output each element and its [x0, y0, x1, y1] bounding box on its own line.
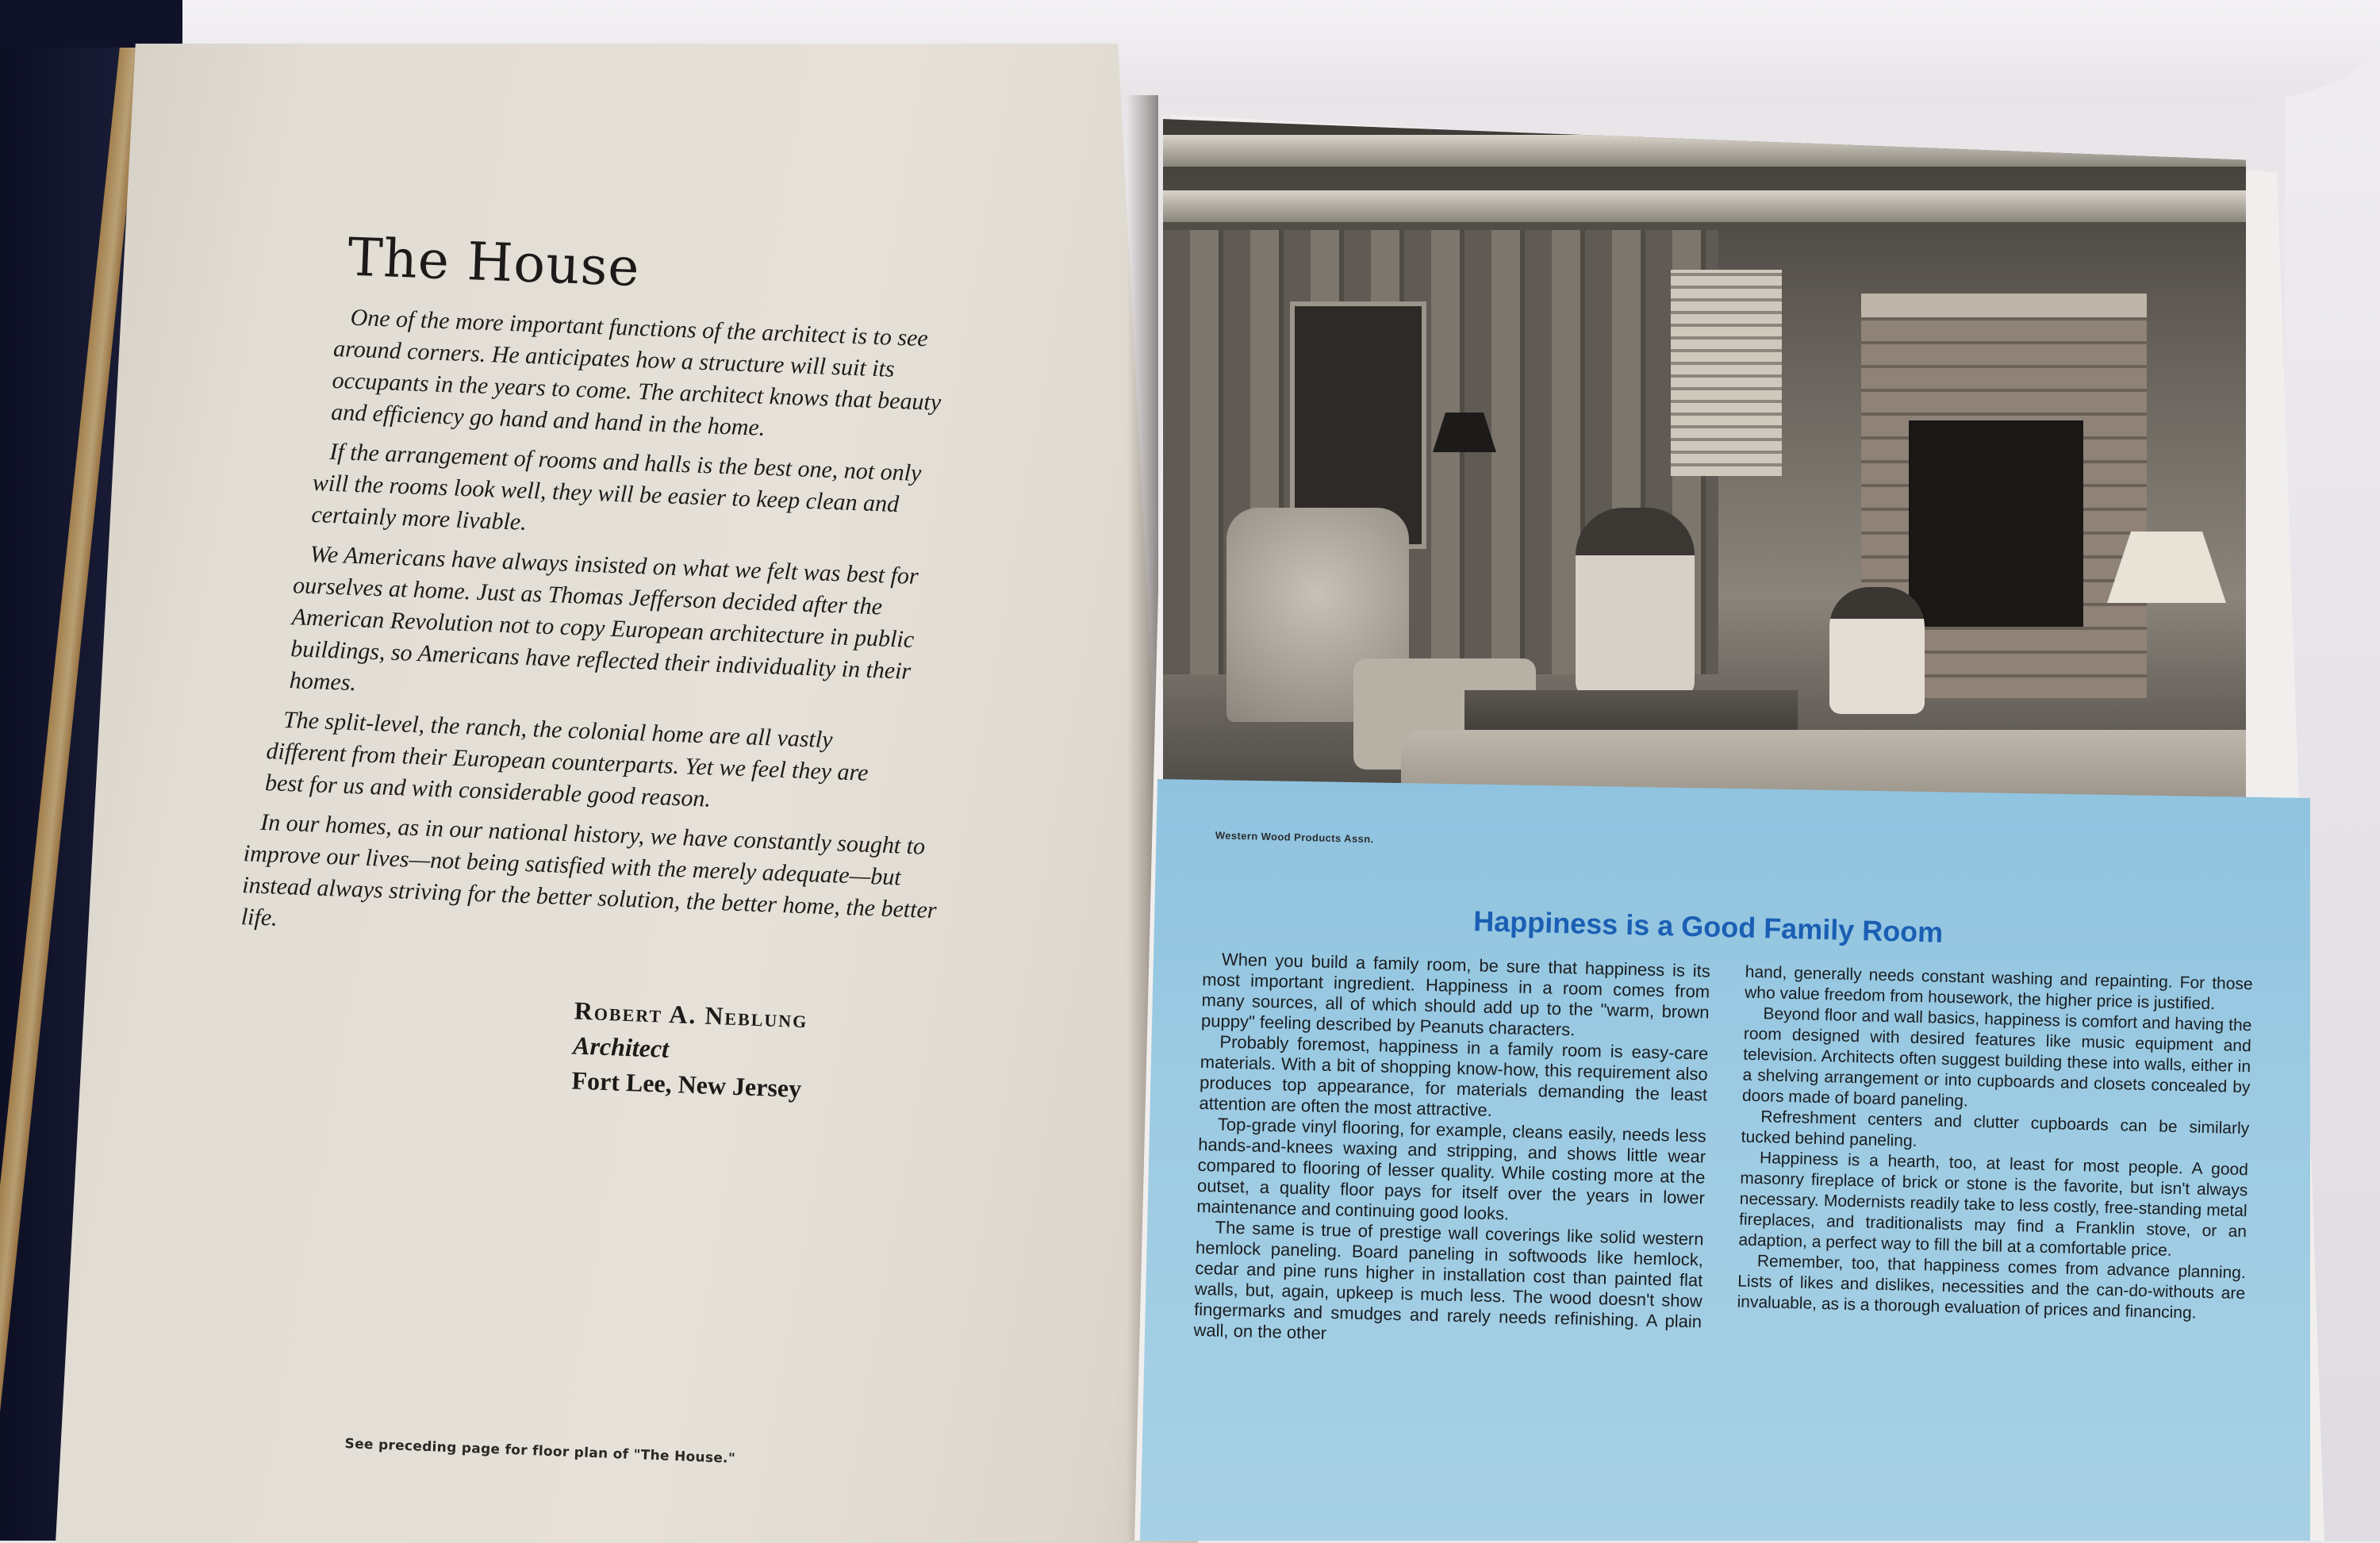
- article-title: Happiness is a Good Family Room: [1472, 904, 1944, 949]
- author-name: Robert A. Neblung: [574, 996, 809, 1034]
- paragraph: In our homes, as in our national history, we have constantly sought to improve our lives—not being satisfied with the merely adequate—but instead always striving for the better solution, the better home, the better life.: [240, 808, 938, 931]
- article-content: [1193, 829, 2284, 1367]
- article-paragraph: Top-grade vinyl flooring, for example, cleans easily, needs less hands-and-knees waxing and stripping, and shows little wear compared to flooring of lesser quality. While costing more at the outset, a quality floor pays for itself over the years in lower maintenance and continuing good looks.: [1196, 1114, 1707, 1224]
- shuttered-window: [1671, 270, 1782, 476]
- paragraph: The split-level, the ranch, the colonial home are all vastly different from their European counterparts. Yet we feel they are best for us and with considerable good reason.: [264, 706, 869, 812]
- article-paragraph: hand, generally needs constant washing and repainting. For those who value freedom from housework, the higher price is justified.: [1744, 962, 2253, 1014]
- ceiling-beam: [1163, 190, 2246, 222]
- author-role: Architect: [572, 1031, 670, 1063]
- paragraph: We Americans have always insisted on what we felt was best for ourselves at home. Just as Thomas Jefferson decided after the American Revolution not to copy European architecture in public buildings, so Americans have reflected their individuality in their homes.: [289, 540, 919, 697]
- firebox: [1909, 420, 2083, 627]
- article-paragraph: Probably foremost, happiness in a family room is easy-care materials. With a bit of shopping know-how, this requirement also produces top appearance, for materials demanding the least attention are often the most attractive.: [1199, 1031, 1709, 1120]
- paragraph: One of the more important functions of the architect is to see around corners. He anticipates how a structure will suit its occupants in the years to come. The architect knows that beauty and efficiency go hand and hand in the home.: [330, 304, 942, 441]
- column-right: [1736, 962, 2253, 1366]
- article-paragraph: Beyond floor and wall basics, happiness is comfort and having the room designed with desired features like music equipment and television. Architects often suggest building these into walls, either in a shelving arrangement or into cupboards and closets concealed by doors made of board paneling.: [1741, 1004, 2252, 1111]
- article-paragraph: The same is true of prestige wall coverings like solid western hemlock paneling. Board paneling in softwoods like hemlock, cedar and pine runs higher in installation cost than painted flat walls, but, again, upkeep is much less. The wood doesn't show fingermarks and smudges and rarely needs refinishing. A plain wall, on the other: [1193, 1217, 1704, 1343]
- article-paragraph: Refreshment centers and clutter cupboards can be similarly tucked behind paneling.: [1741, 1107, 2250, 1151]
- photo-credit: Western Wood Products Assn.: [1215, 829, 1374, 846]
- paragraph: If the arrangement of rooms and halls is the best one, not only will the rooms look well, they will be easier to keep clean and certainly more livable.: [310, 438, 922, 535]
- page-title: The House: [347, 226, 641, 298]
- ceiling-beam: [1163, 135, 2246, 167]
- seated-woman: [1576, 508, 1695, 698]
- left-page-text: [198, 222, 983, 1111]
- author-place: Fort Lee, New Jersey: [570, 1065, 802, 1104]
- article-paragraph: Happiness is a hearth, too, at least for most people. A good masonry fireplace of brick or stone is the favorite, but isn't always necessary. Modernists readily take to less costly, free-standing metal fireplaces, and traditionalists may find a Franklin stove, or an adaption, a perfect way to fill the bill at a comfortable price.: [1738, 1149, 2249, 1260]
- signature-block: [571, 993, 956, 1112]
- family-room-photo: [1163, 119, 2246, 801]
- article-columns: [1193, 949, 2282, 1367]
- column-left: [1193, 949, 1710, 1353]
- boy-reading: [1829, 587, 1925, 714]
- article-paragraph: Remember, too, that happiness comes from advance planning. Lists of likes and dislikes, necessities and the can-do-withouts are invaluable, as is a thorough evaluation of prices and financing.: [1737, 1252, 2246, 1322]
- article-paragraph: When you build a family room, be sure that happiness is its most important ingredient. Happiness in a room comes from many sources, all of which should add up to the "warm, brown puppy" feeling described by Peanuts characters.: [1200, 949, 1711, 1040]
- footnote: See preceding page for floor plan of "The House.": [344, 1436, 736, 1467]
